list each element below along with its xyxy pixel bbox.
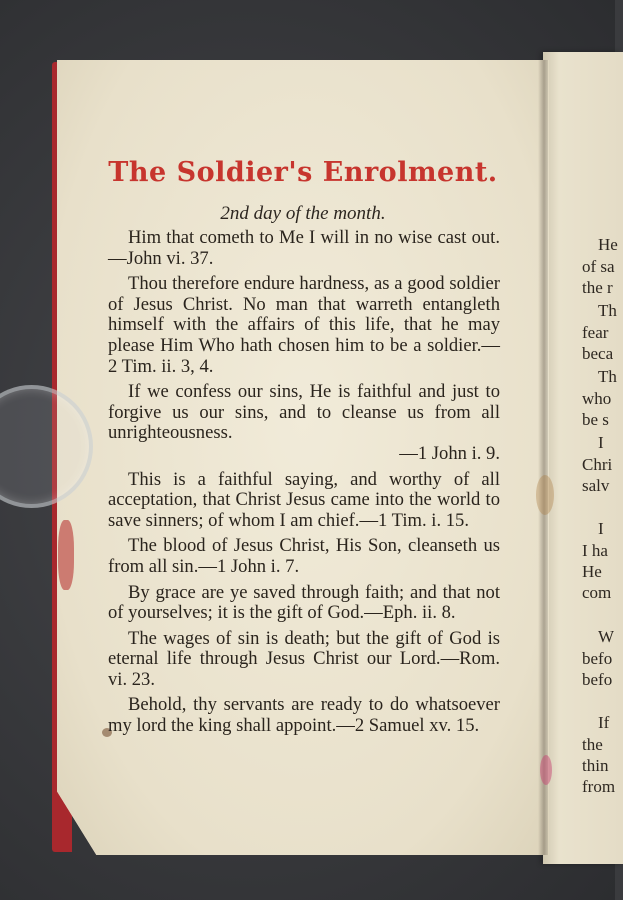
facing-page-fragment: befo [582, 649, 613, 668]
facing-page-fragment: the r [582, 278, 613, 297]
scripture-paragraph: By grace are ye saved through faith; and that not of yourselves; it is the gift of God.—Eph. ii. 8. [108, 581, 500, 624]
facing-page-fragment: I [598, 519, 604, 538]
scripture-paragraph: Behold, thy servants are ready to do whatsoever my lord the king shall appoint.—2 Samuel xv. 15. [108, 694, 500, 737]
scripture-paragraph: Thou therefore endure hardness, as a good soldier of Jesus Christ. No man that warreth entangleth himself with the affairs of this life, that he may please Him Who hath chosen him to be a soldier.—2 Tim. ii. 3, 4. [108, 273, 500, 377]
scripture-paragraph: The blood of Jesus Christ, His Son, cleanseth us from all sin.—1 John i. 7. [108, 535, 500, 577]
page-subtitle: 2nd day of the month. [220, 203, 386, 224]
facing-page-fragment: salv [582, 476, 610, 495]
facing-page-fragment: who [582, 389, 612, 408]
facing-page-fragment: thin [582, 756, 609, 775]
facing-page-fragment: be s [582, 410, 609, 429]
scripture-paragraph: Him that cometh to Me I will in no wise cast out.—John vi. 37. [108, 227, 500, 269]
scripture-paragraph: The wages of sin is death; but the gift of God is eternal life through Jesus Christ our Lord.—Rom. vi. 23. [108, 627, 500, 690]
page-title: The Soldier's Enrolment. [108, 157, 498, 188]
facing-page-fragment: beca [582, 344, 614, 363]
facing-page-fragment: com [582, 583, 612, 602]
facing-page-fragment: of sa [582, 257, 615, 276]
facing-page-fragment: W [598, 627, 615, 646]
facing-page-fragment: Th [598, 301, 617, 320]
scripture-paragraph: This is a faithful saying, and worthy of all acceptation, that Christ Jesus came into the world to save sinners; of whom I am chief.—1 Tim. i. 15. [108, 468, 500, 531]
facing-page-fragment: from [582, 777, 616, 796]
facing-page-fragment: I ha [582, 541, 608, 560]
scripture-list [108, 228, 500, 742]
facing-page-fragment: befo [582, 670, 613, 689]
foxing-stain [540, 755, 552, 785]
foxing-stain [536, 475, 554, 515]
scripture-citation: —1 John i. 9. [399, 442, 500, 464]
facing-page-fragment: Th [598, 367, 617, 386]
facing-page-fragment: I [598, 433, 604, 452]
facing-page-fragment: fear [582, 323, 609, 342]
facing-page-fragment: the [582, 735, 603, 754]
scripture-paragraph: If we confess our sins, He is faithful and just to forgive us our sins, and to cleanse us from all unrighteousness. [108, 381, 500, 444]
facing-page-fragment: He [598, 235, 618, 254]
facing-page-fragment: He [582, 562, 602, 581]
foxing-stain [58, 520, 74, 590]
facing-page-fragment: If [598, 713, 610, 732]
facing-page-fragment: Chri [582, 455, 613, 474]
